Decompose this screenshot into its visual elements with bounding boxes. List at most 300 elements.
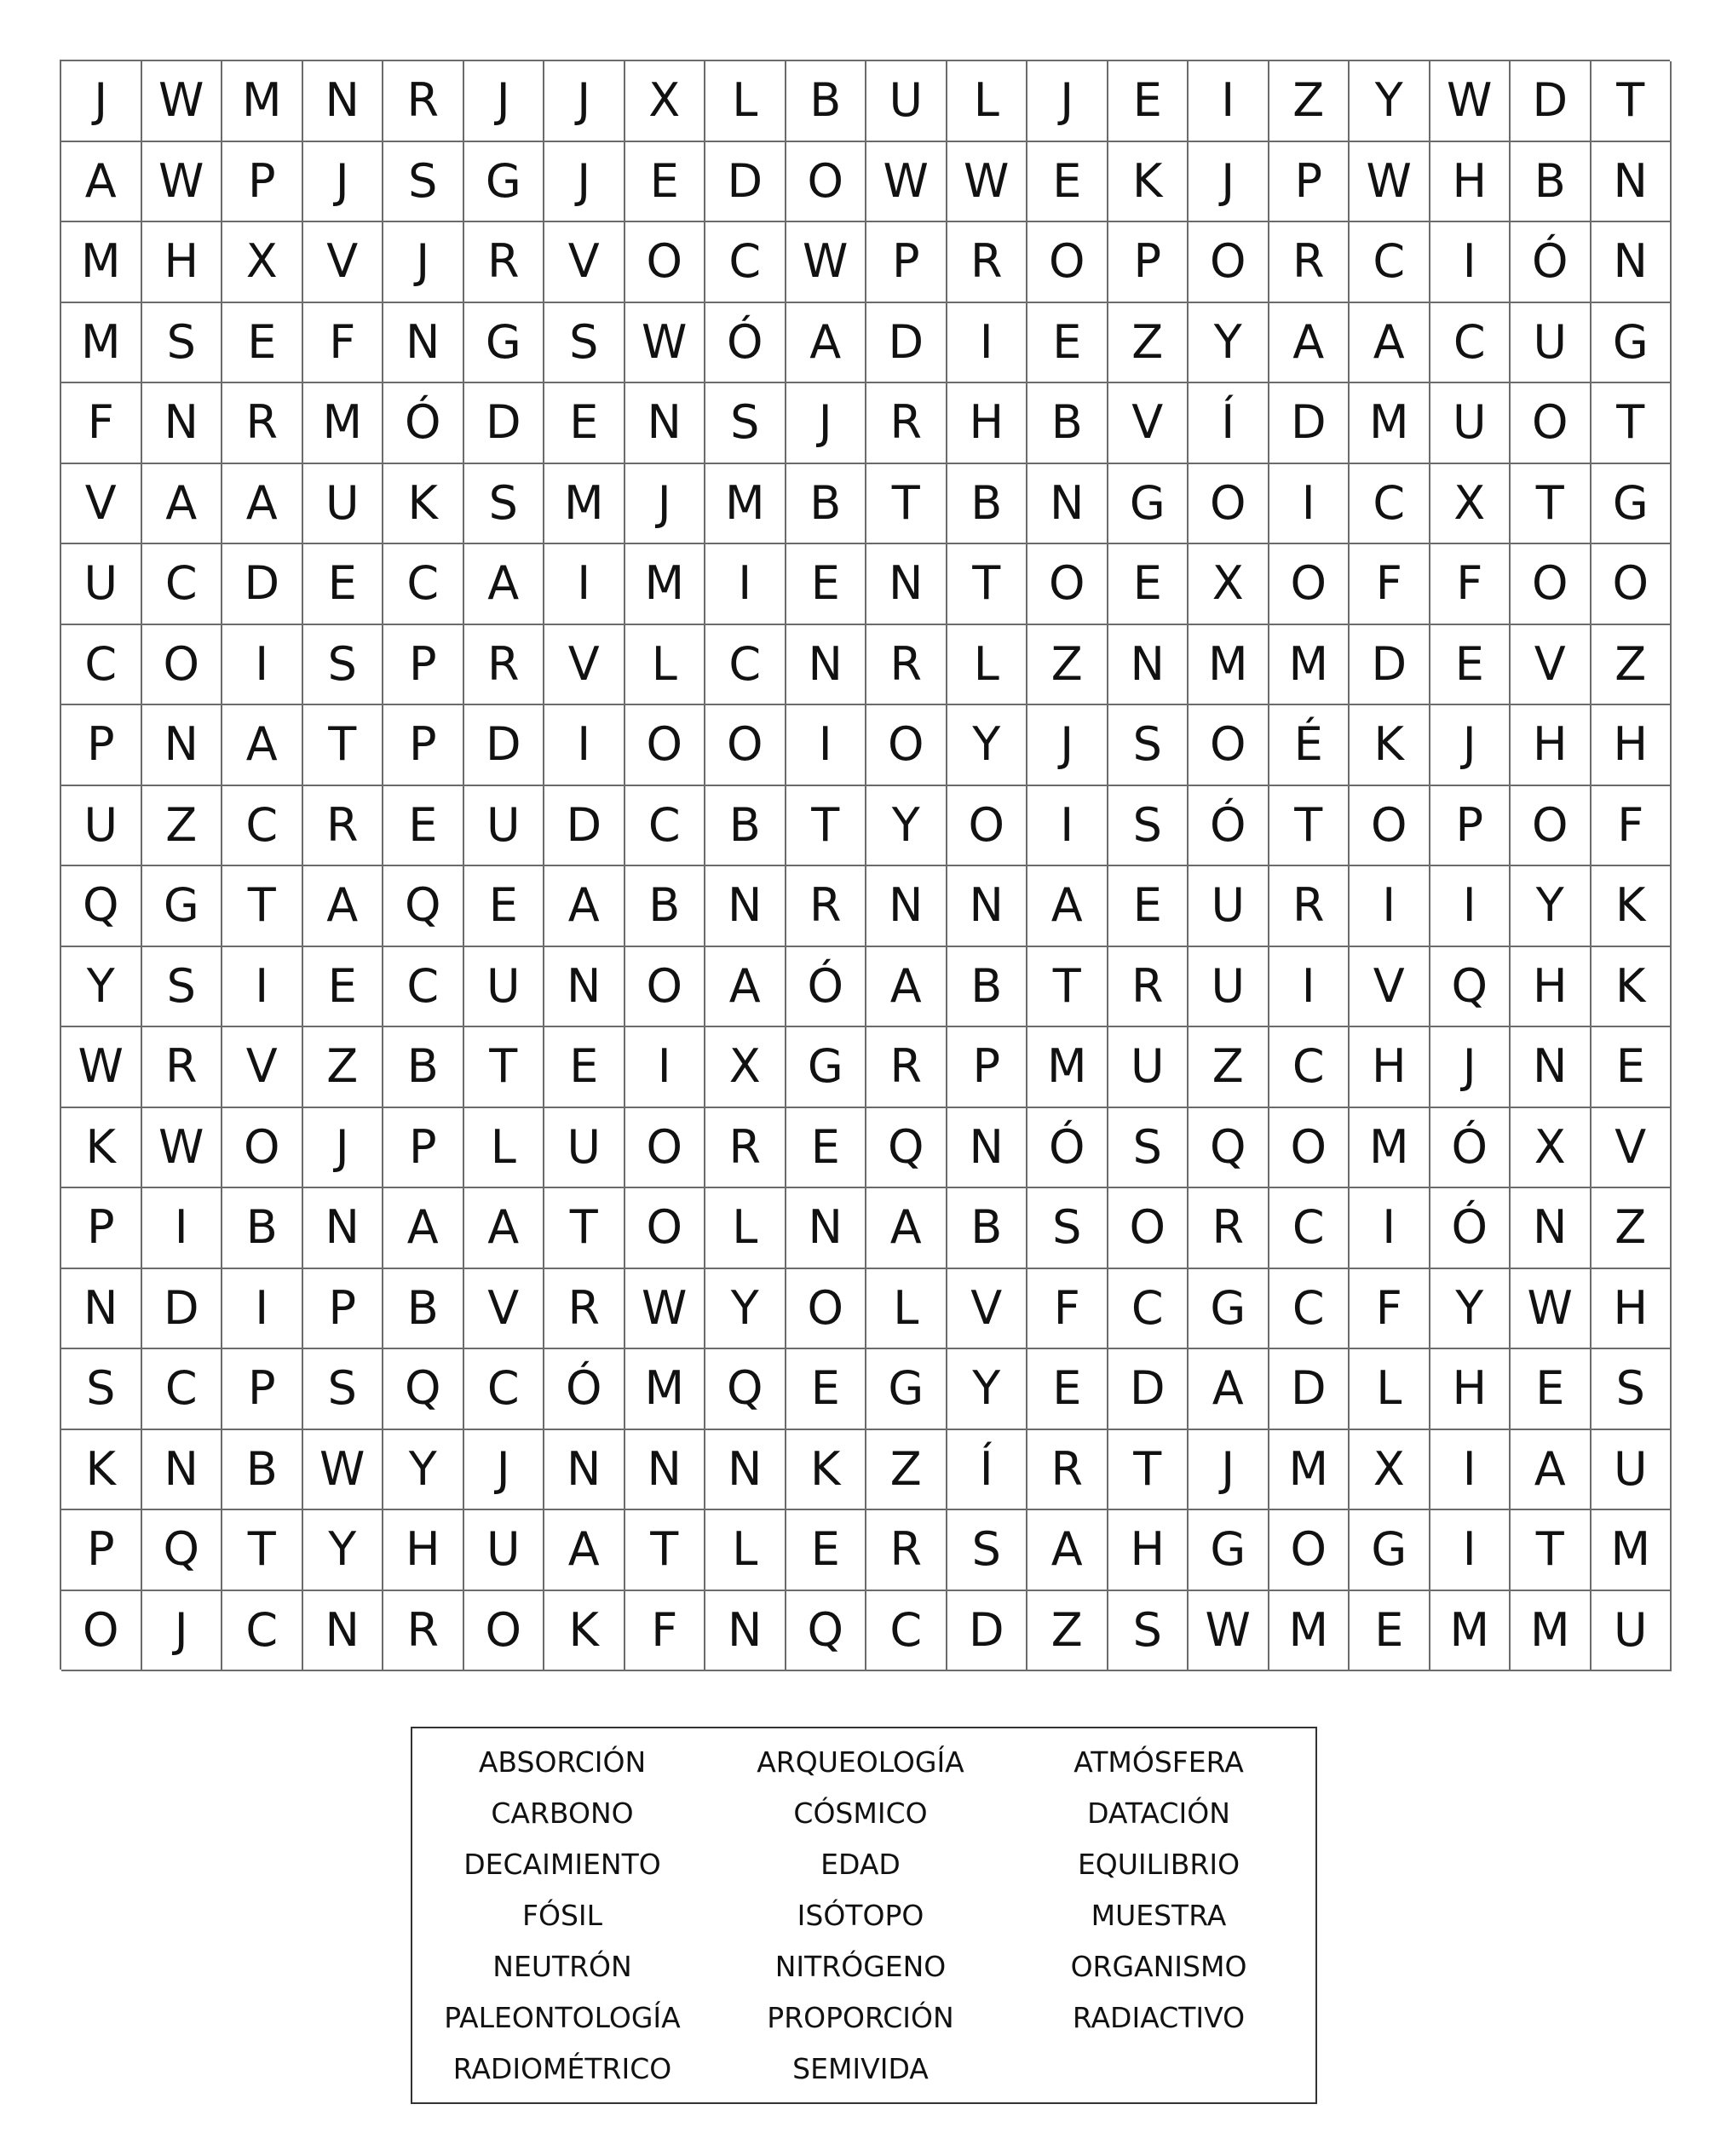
grid-cell[interactable]: D bbox=[1108, 1349, 1189, 1430]
grid-cell[interactable]: R bbox=[464, 625, 545, 706]
grid-cell[interactable]: L bbox=[464, 1108, 545, 1189]
grid-cell[interactable]: W bbox=[1430, 61, 1511, 142]
grid-cell[interactable]: I bbox=[1350, 1188, 1430, 1269]
grid-cell[interactable]: H bbox=[142, 222, 223, 303]
grid-cell[interactable]: Y bbox=[947, 705, 1028, 786]
grid-cell[interactable]: G bbox=[1108, 464, 1189, 545]
grid-cell[interactable]: P bbox=[383, 1108, 464, 1189]
grid-cell[interactable]: M bbox=[61, 303, 142, 384]
grid-cell[interactable]: N bbox=[303, 61, 384, 142]
grid-cell[interactable]: C bbox=[142, 544, 223, 625]
grid-cell[interactable]: S bbox=[1108, 1591, 1189, 1672]
grid-cell[interactable]: E bbox=[383, 786, 464, 867]
grid-cell[interactable]: S bbox=[1108, 786, 1189, 867]
grid-cell[interactable]: W bbox=[786, 222, 867, 303]
grid-cell[interactable]: I bbox=[625, 1027, 706, 1108]
grid-cell[interactable]: A bbox=[303, 866, 384, 947]
grid-cell[interactable]: T bbox=[625, 1510, 706, 1591]
grid-cell[interactable]: O bbox=[1108, 1188, 1189, 1269]
grid-cell[interactable]: K bbox=[1591, 947, 1672, 1028]
grid-cell[interactable]: U bbox=[1511, 303, 1591, 384]
grid-cell[interactable]: C bbox=[1350, 222, 1430, 303]
grid-cell[interactable]: Ó bbox=[544, 1349, 625, 1430]
grid-cell[interactable]: I bbox=[1189, 61, 1269, 142]
grid-cell[interactable]: N bbox=[705, 1591, 786, 1672]
grid-cell[interactable]: Y bbox=[1189, 303, 1269, 384]
grid-cell[interactable]: B bbox=[947, 464, 1028, 545]
grid-cell[interactable]: Y bbox=[866, 786, 947, 867]
grid-cell[interactable]: Ó bbox=[1027, 1108, 1108, 1189]
grid-cell[interactable]: G bbox=[1189, 1510, 1269, 1591]
grid-cell[interactable]: N bbox=[142, 383, 223, 464]
grid-cell[interactable]: Y bbox=[1430, 1269, 1511, 1350]
grid-cell[interactable]: S bbox=[464, 464, 545, 545]
grid-cell[interactable]: E bbox=[786, 1510, 867, 1591]
grid-cell[interactable]: G bbox=[464, 303, 545, 384]
grid-cell[interactable]: H bbox=[947, 383, 1028, 464]
grid-cell[interactable]: Y bbox=[61, 947, 142, 1028]
grid-cell[interactable]: V bbox=[947, 1269, 1028, 1350]
grid-cell[interactable]: C bbox=[1430, 303, 1511, 384]
grid-cell[interactable]: A bbox=[1027, 866, 1108, 947]
grid-cell[interactable]: N bbox=[947, 866, 1028, 947]
grid-cell[interactable]: W bbox=[61, 1027, 142, 1108]
grid-cell[interactable]: K bbox=[61, 1108, 142, 1189]
grid-cell[interactable]: R bbox=[1189, 1188, 1269, 1269]
grid-cell[interactable]: Ó bbox=[383, 383, 464, 464]
grid-cell[interactable]: Q bbox=[705, 1349, 786, 1430]
grid-cell[interactable]: C bbox=[705, 222, 786, 303]
grid-cell[interactable]: G bbox=[464, 142, 545, 223]
grid-cell[interactable]: N bbox=[1591, 222, 1672, 303]
grid-cell[interactable]: D bbox=[464, 705, 545, 786]
grid-cell[interactable]: N bbox=[544, 947, 625, 1028]
grid-cell[interactable]: F bbox=[1027, 1269, 1108, 1350]
grid-cell[interactable]: T bbox=[947, 544, 1028, 625]
grid-cell[interactable]: R bbox=[866, 1510, 947, 1591]
grid-cell[interactable]: K bbox=[1108, 142, 1189, 223]
grid-cell[interactable]: R bbox=[866, 1027, 947, 1108]
grid-cell[interactable]: B bbox=[947, 1188, 1028, 1269]
grid-cell[interactable]: M bbox=[544, 464, 625, 545]
grid-cell[interactable]: N bbox=[786, 1188, 867, 1269]
grid-cell[interactable]: L bbox=[1350, 1349, 1430, 1430]
grid-cell[interactable]: U bbox=[61, 544, 142, 625]
grid-cell[interactable]: O bbox=[1269, 544, 1350, 625]
grid-cell[interactable]: B bbox=[625, 866, 706, 947]
grid-cell[interactable]: O bbox=[1269, 1510, 1350, 1591]
grid-cell[interactable]: Q bbox=[866, 1108, 947, 1189]
grid-cell[interactable]: E bbox=[1350, 1591, 1430, 1672]
grid-cell[interactable]: Z bbox=[1027, 625, 1108, 706]
grid-cell[interactable]: N bbox=[866, 866, 947, 947]
grid-cell[interactable]: O bbox=[1591, 544, 1672, 625]
grid-cell[interactable]: G bbox=[1591, 303, 1672, 384]
grid-cell[interactable]: E bbox=[625, 142, 706, 223]
grid-cell[interactable]: E bbox=[786, 1349, 867, 1430]
grid-cell[interactable]: F bbox=[303, 303, 384, 384]
grid-cell[interactable]: U bbox=[866, 61, 947, 142]
grid-cell[interactable]: I bbox=[222, 1269, 303, 1350]
grid-cell[interactable]: M bbox=[1591, 1510, 1672, 1591]
grid-cell[interactable]: O bbox=[866, 705, 947, 786]
grid-cell[interactable]: R bbox=[705, 1108, 786, 1189]
grid-cell[interactable]: Z bbox=[142, 786, 223, 867]
grid-cell[interactable]: O bbox=[625, 705, 706, 786]
grid-cell[interactable]: N bbox=[303, 1188, 384, 1269]
grid-cell[interactable]: C bbox=[464, 1349, 545, 1430]
grid-cell[interactable]: N bbox=[705, 866, 786, 947]
grid-cell[interactable]: J bbox=[303, 1108, 384, 1189]
grid-cell[interactable]: U bbox=[1430, 383, 1511, 464]
grid-cell[interactable]: U bbox=[1189, 947, 1269, 1028]
grid-cell[interactable]: S bbox=[142, 947, 223, 1028]
grid-cell[interactable]: V bbox=[303, 222, 384, 303]
grid-cell[interactable]: Ó bbox=[1511, 222, 1591, 303]
grid-cell[interactable]: U bbox=[303, 464, 384, 545]
grid-cell[interactable]: N bbox=[1591, 142, 1672, 223]
grid-cell[interactable]: O bbox=[1189, 705, 1269, 786]
grid-cell[interactable]: A bbox=[1027, 1510, 1108, 1591]
grid-cell[interactable]: Í bbox=[1189, 383, 1269, 464]
grid-cell[interactable]: P bbox=[1108, 222, 1189, 303]
grid-cell[interactable]: E bbox=[1108, 61, 1189, 142]
grid-cell[interactable]: J bbox=[61, 61, 142, 142]
grid-cell[interactable]: A bbox=[866, 1188, 947, 1269]
grid-cell[interactable]: I bbox=[1269, 464, 1350, 545]
grid-cell[interactable]: J bbox=[383, 222, 464, 303]
grid-cell[interactable]: S bbox=[1027, 1188, 1108, 1269]
grid-cell[interactable]: Ó bbox=[786, 947, 867, 1028]
grid-cell[interactable]: C bbox=[866, 1591, 947, 1672]
grid-cell[interactable]: O bbox=[625, 947, 706, 1028]
grid-cell[interactable]: S bbox=[544, 303, 625, 384]
grid-cell[interactable]: R bbox=[1108, 947, 1189, 1028]
grid-cell[interactable]: B bbox=[1511, 142, 1591, 223]
grid-cell[interactable]: Y bbox=[1350, 61, 1430, 142]
grid-cell[interactable]: L bbox=[705, 1188, 786, 1269]
grid-cell[interactable]: C bbox=[222, 1591, 303, 1672]
grid-cell[interactable]: U bbox=[464, 786, 545, 867]
grid-cell[interactable]: X bbox=[1511, 1108, 1591, 1189]
grid-cell[interactable]: H bbox=[383, 1510, 464, 1591]
grid-cell[interactable]: R bbox=[1269, 222, 1350, 303]
grid-cell[interactable]: P bbox=[222, 1349, 303, 1430]
grid-cell[interactable]: W bbox=[142, 142, 223, 223]
grid-cell[interactable]: C bbox=[1108, 1269, 1189, 1350]
grid-cell[interactable]: U bbox=[544, 1108, 625, 1189]
grid-cell[interactable]: J bbox=[544, 61, 625, 142]
grid-cell[interactable]: W bbox=[1511, 1269, 1591, 1350]
grid-cell[interactable]: R bbox=[866, 383, 947, 464]
grid-cell[interactable]: L bbox=[705, 61, 786, 142]
grid-cell[interactable]: N bbox=[544, 1430, 625, 1511]
grid-cell[interactable]: F bbox=[625, 1591, 706, 1672]
grid-cell[interactable]: D bbox=[1269, 383, 1350, 464]
grid-cell[interactable]: A bbox=[705, 947, 786, 1028]
grid-cell[interactable]: W bbox=[625, 303, 706, 384]
grid-cell[interactable]: I bbox=[786, 705, 867, 786]
grid-cell[interactable]: O bbox=[1189, 464, 1269, 545]
grid-cell[interactable]: I bbox=[1430, 1430, 1511, 1511]
grid-cell[interactable]: K bbox=[1350, 705, 1430, 786]
grid-cell[interactable]: C bbox=[383, 544, 464, 625]
grid-cell[interactable]: J bbox=[303, 142, 384, 223]
grid-cell[interactable]: O bbox=[1350, 786, 1430, 867]
grid-cell[interactable]: R bbox=[947, 222, 1028, 303]
grid-cell[interactable]: J bbox=[1027, 61, 1108, 142]
grid-cell[interactable]: T bbox=[303, 705, 384, 786]
grid-cell[interactable]: Q bbox=[786, 1591, 867, 1672]
grid-cell[interactable]: T bbox=[544, 1188, 625, 1269]
grid-cell[interactable]: N bbox=[625, 1430, 706, 1511]
grid-cell[interactable]: C bbox=[222, 786, 303, 867]
grid-cell[interactable]: H bbox=[1108, 1510, 1189, 1591]
grid-cell[interactable]: B bbox=[1027, 383, 1108, 464]
grid-cell[interactable]: I bbox=[544, 705, 625, 786]
grid-cell[interactable]: T bbox=[1108, 1430, 1189, 1511]
grid-cell[interactable]: W bbox=[1350, 142, 1430, 223]
grid-cell[interactable]: D bbox=[1350, 625, 1430, 706]
grid-cell[interactable]: H bbox=[1511, 947, 1591, 1028]
grid-cell[interactable]: R bbox=[786, 866, 867, 947]
grid-cell[interactable]: S bbox=[383, 142, 464, 223]
grid-cell[interactable]: E bbox=[303, 544, 384, 625]
grid-cell[interactable]: A bbox=[61, 142, 142, 223]
grid-cell[interactable]: O bbox=[625, 1188, 706, 1269]
grid-cell[interactable]: Q bbox=[383, 1349, 464, 1430]
grid-cell[interactable]: A bbox=[464, 1188, 545, 1269]
grid-cell[interactable]: G bbox=[1189, 1269, 1269, 1350]
grid-cell[interactable]: P bbox=[61, 1188, 142, 1269]
grid-cell[interactable]: B bbox=[705, 786, 786, 867]
grid-cell[interactable]: S bbox=[947, 1510, 1028, 1591]
grid-cell[interactable]: M bbox=[625, 544, 706, 625]
grid-cell[interactable]: Z bbox=[303, 1027, 384, 1108]
grid-cell[interactable]: V bbox=[1511, 625, 1591, 706]
grid-cell[interactable]: Y bbox=[705, 1269, 786, 1350]
grid-cell[interactable]: T bbox=[786, 786, 867, 867]
grid-cell[interactable]: R bbox=[1027, 1430, 1108, 1511]
grid-cell[interactable]: E bbox=[1027, 1349, 1108, 1430]
grid-cell[interactable]: I bbox=[705, 544, 786, 625]
grid-cell[interactable]: L bbox=[625, 625, 706, 706]
grid-cell[interactable]: J bbox=[1430, 705, 1511, 786]
grid-cell[interactable]: I bbox=[1430, 222, 1511, 303]
grid-cell[interactable]: J bbox=[544, 142, 625, 223]
grid-cell[interactable]: Y bbox=[303, 1510, 384, 1591]
grid-cell[interactable]: G bbox=[866, 1349, 947, 1430]
grid-cell[interactable]: N bbox=[786, 625, 867, 706]
grid-cell[interactable]: A bbox=[464, 544, 545, 625]
grid-cell[interactable]: G bbox=[1350, 1510, 1430, 1591]
grid-cell[interactable]: F bbox=[1430, 544, 1511, 625]
grid-cell[interactable]: J bbox=[786, 383, 867, 464]
grid-cell[interactable]: C bbox=[625, 786, 706, 867]
grid-cell[interactable]: M bbox=[61, 222, 142, 303]
grid-cell[interactable]: Q bbox=[1430, 947, 1511, 1028]
grid-cell[interactable]: I bbox=[222, 625, 303, 706]
grid-cell[interactable]: P bbox=[61, 705, 142, 786]
grid-cell[interactable]: D bbox=[947, 1591, 1028, 1672]
grid-cell[interactable]: Z bbox=[1269, 61, 1350, 142]
grid-cell[interactable]: P bbox=[1430, 786, 1511, 867]
grid-cell[interactable]: M bbox=[625, 1349, 706, 1430]
grid-cell[interactable]: O bbox=[705, 705, 786, 786]
grid-cell[interactable]: B bbox=[222, 1188, 303, 1269]
grid-cell[interactable]: E bbox=[1108, 866, 1189, 947]
grid-cell[interactable]: F bbox=[1591, 786, 1672, 867]
grid-cell[interactable]: A bbox=[142, 464, 223, 545]
grid-cell[interactable]: M bbox=[222, 61, 303, 142]
grid-cell[interactable]: C bbox=[142, 1349, 223, 1430]
grid-cell[interactable]: Z bbox=[1027, 1591, 1108, 1672]
grid-cell[interactable]: G bbox=[142, 866, 223, 947]
grid-cell[interactable]: C bbox=[1269, 1269, 1350, 1350]
grid-cell[interactable]: K bbox=[383, 464, 464, 545]
grid-cell[interactable]: O bbox=[786, 142, 867, 223]
grid-cell[interactable]: E bbox=[1027, 303, 1108, 384]
grid-cell[interactable]: V bbox=[222, 1027, 303, 1108]
grid-cell[interactable]: U bbox=[464, 947, 545, 1028]
grid-cell[interactable]: N bbox=[303, 1591, 384, 1672]
grid-cell[interactable]: V bbox=[1108, 383, 1189, 464]
grid-cell[interactable]: V bbox=[544, 222, 625, 303]
grid-cell[interactable]: O bbox=[1511, 383, 1591, 464]
grid-cell[interactable]: Q bbox=[1189, 1108, 1269, 1189]
grid-cell[interactable]: T bbox=[1511, 464, 1591, 545]
grid-cell[interactable]: S bbox=[303, 625, 384, 706]
grid-cell[interactable]: N bbox=[625, 383, 706, 464]
grid-cell[interactable]: U bbox=[1189, 866, 1269, 947]
grid-cell[interactable]: W bbox=[142, 1108, 223, 1189]
grid-cell[interactable]: X bbox=[1430, 464, 1511, 545]
grid-cell[interactable]: J bbox=[1027, 705, 1108, 786]
grid-cell[interactable]: S bbox=[1108, 1108, 1189, 1189]
grid-cell[interactable]: Q bbox=[61, 866, 142, 947]
grid-cell[interactable]: I bbox=[142, 1188, 223, 1269]
grid-cell[interactable]: D bbox=[705, 142, 786, 223]
grid-cell[interactable]: E bbox=[1591, 1027, 1672, 1108]
grid-cell[interactable]: J bbox=[464, 61, 545, 142]
grid-cell[interactable]: I bbox=[1430, 866, 1511, 947]
grid-cell[interactable]: E bbox=[1108, 544, 1189, 625]
grid-cell[interactable]: A bbox=[544, 1510, 625, 1591]
grid-cell[interactable]: Ó bbox=[705, 303, 786, 384]
grid-cell[interactable]: W bbox=[625, 1269, 706, 1350]
grid-cell[interactable]: W bbox=[303, 1430, 384, 1511]
grid-cell[interactable]: V bbox=[1350, 947, 1430, 1028]
grid-cell[interactable]: T bbox=[1027, 947, 1108, 1028]
grid-cell[interactable]: Ó bbox=[1430, 1108, 1511, 1189]
grid-cell[interactable]: S bbox=[61, 1349, 142, 1430]
grid-cell[interactable]: J bbox=[464, 1430, 545, 1511]
grid-cell[interactable]: A bbox=[544, 866, 625, 947]
grid-cell[interactable]: M bbox=[1269, 1591, 1350, 1672]
grid-cell[interactable]: T bbox=[464, 1027, 545, 1108]
grid-cell[interactable]: O bbox=[1027, 222, 1108, 303]
grid-cell[interactable]: M bbox=[705, 464, 786, 545]
grid-cell[interactable]: S bbox=[1591, 1349, 1672, 1430]
grid-cell[interactable]: Ó bbox=[1189, 786, 1269, 867]
grid-cell[interactable]: Z bbox=[1108, 303, 1189, 384]
grid-cell[interactable]: M bbox=[1269, 1430, 1350, 1511]
grid-cell[interactable]: H bbox=[1430, 1349, 1511, 1430]
grid-cell[interactable]: G bbox=[1591, 464, 1672, 545]
grid-cell[interactable]: N bbox=[142, 705, 223, 786]
grid-cell[interactable]: T bbox=[866, 464, 947, 545]
grid-cell[interactable]: F bbox=[1350, 1269, 1430, 1350]
grid-cell[interactable]: X bbox=[222, 222, 303, 303]
grid-cell[interactable]: B bbox=[786, 464, 867, 545]
grid-cell[interactable]: M bbox=[303, 383, 384, 464]
grid-cell[interactable]: E bbox=[786, 1108, 867, 1189]
grid-cell[interactable]: V bbox=[1591, 1108, 1672, 1189]
grid-cell[interactable]: A bbox=[1511, 1430, 1591, 1511]
grid-cell[interactable]: E bbox=[464, 866, 545, 947]
grid-cell[interactable]: Z bbox=[1189, 1027, 1269, 1108]
grid-cell[interactable]: C bbox=[383, 947, 464, 1028]
grid-cell[interactable]: Q bbox=[142, 1510, 223, 1591]
grid-cell[interactable]: K bbox=[1591, 866, 1672, 947]
grid-cell[interactable]: A bbox=[1189, 1349, 1269, 1430]
grid-cell[interactable]: N bbox=[1511, 1188, 1591, 1269]
grid-cell[interactable]: C bbox=[1350, 464, 1430, 545]
grid-cell[interactable]: J bbox=[1189, 1430, 1269, 1511]
grid-cell[interactable]: E bbox=[1027, 142, 1108, 223]
grid-cell[interactable]: P bbox=[303, 1269, 384, 1350]
grid-cell[interactable]: N bbox=[1027, 464, 1108, 545]
grid-cell[interactable]: L bbox=[947, 625, 1028, 706]
grid-cell[interactable]: V bbox=[544, 625, 625, 706]
grid-cell[interactable]: I bbox=[947, 303, 1028, 384]
grid-cell[interactable]: O bbox=[1027, 544, 1108, 625]
grid-cell[interactable]: X bbox=[705, 1027, 786, 1108]
grid-cell[interactable]: H bbox=[1350, 1027, 1430, 1108]
grid-cell[interactable]: A bbox=[222, 705, 303, 786]
grid-cell[interactable]: I bbox=[1269, 947, 1350, 1028]
grid-cell[interactable]: D bbox=[866, 303, 947, 384]
grid-cell[interactable]: W bbox=[1189, 1591, 1269, 1672]
grid-cell[interactable]: R bbox=[866, 625, 947, 706]
grid-cell[interactable]: W bbox=[142, 61, 223, 142]
grid-cell[interactable]: R bbox=[383, 61, 464, 142]
grid-cell[interactable]: B bbox=[383, 1269, 464, 1350]
grid-cell[interactable]: B bbox=[786, 61, 867, 142]
grid-cell[interactable]: C bbox=[61, 625, 142, 706]
grid-cell[interactable]: B bbox=[947, 947, 1028, 1028]
grid-cell[interactable]: U bbox=[1108, 1027, 1189, 1108]
grid-cell[interactable]: T bbox=[1591, 383, 1672, 464]
grid-cell[interactable]: I bbox=[1350, 866, 1430, 947]
grid-cell[interactable]: I bbox=[222, 947, 303, 1028]
grid-cell[interactable]: N bbox=[383, 303, 464, 384]
grid-cell[interactable]: H bbox=[1430, 142, 1511, 223]
grid-cell[interactable]: Í bbox=[947, 1430, 1028, 1511]
grid-cell[interactable]: R bbox=[1269, 866, 1350, 947]
grid-cell[interactable]: Y bbox=[383, 1430, 464, 1511]
grid-cell[interactable]: T bbox=[1591, 61, 1672, 142]
grid-cell[interactable]: N bbox=[705, 1430, 786, 1511]
grid-cell[interactable]: H bbox=[1591, 1269, 1672, 1350]
grid-cell[interactable]: E bbox=[1430, 625, 1511, 706]
grid-cell[interactable]: E bbox=[222, 303, 303, 384]
grid-cell[interactable]: J bbox=[625, 464, 706, 545]
grid-cell[interactable]: P bbox=[383, 625, 464, 706]
grid-cell[interactable]: M bbox=[1350, 1108, 1430, 1189]
grid-cell[interactable]: N bbox=[947, 1108, 1028, 1189]
grid-cell[interactable]: E bbox=[544, 383, 625, 464]
